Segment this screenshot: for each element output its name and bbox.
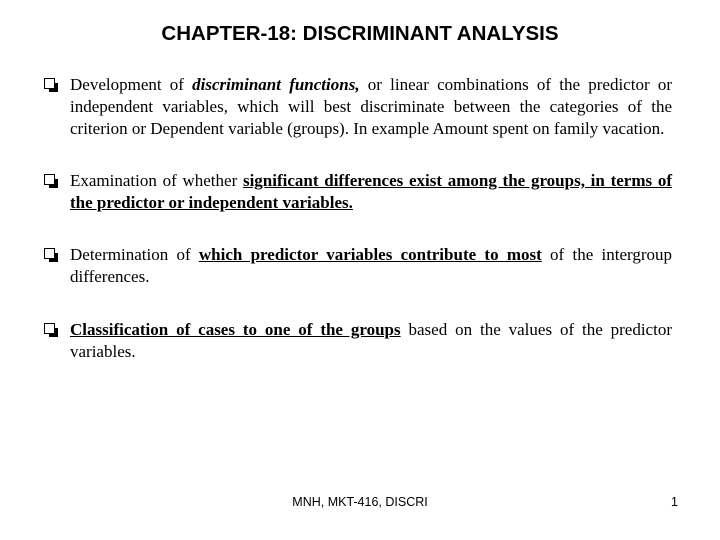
- bullet-emphasis: discriminant functions,: [192, 75, 360, 94]
- slide-title: CHAPTER-18: DISCRIMINANT ANALYSIS: [161, 22, 559, 45]
- bullet-emphasis: Classification of cases to one of the groups: [70, 320, 401, 339]
- bullet-item: [44, 244, 672, 288]
- bullet-text: or linear combinations of the predictor or independent variables, which will best discriminate between the categories of the criterion or Dependent variable (groups). In example Amount spent on family vacation.: [70, 75, 672, 138]
- checkbox-bullet-icon: [44, 323, 55, 334]
- bullet-list: [44, 74, 672, 363]
- bullet-emphasis: which predictor variables contribute to most: [198, 245, 542, 264]
- bullet-text: Determination of: [70, 245, 199, 264]
- checkbox-bullet-icon: [44, 248, 55, 259]
- slide-footer: MNH, MKT-416, DISCRI: [292, 495, 428, 509]
- checkbox-bullet-icon: [44, 174, 55, 185]
- page-number: 1: [671, 495, 678, 509]
- bullet-text: Examination of whether: [70, 171, 243, 190]
- bullet-item: [44, 74, 672, 140]
- bullet-text: of the intergroup differences.: [70, 245, 673, 286]
- checkbox-bullet-icon: [44, 78, 55, 89]
- bullet-text: Development of: [70, 75, 193, 94]
- bullet-item: [44, 170, 672, 214]
- bullet-item: [44, 319, 672, 363]
- bullet-emphasis: significant differences exist among the groups, in terms of the predictor or independent variables.: [70, 171, 672, 212]
- bullet-text: based on the values of the predictor variables.: [70, 320, 672, 361]
